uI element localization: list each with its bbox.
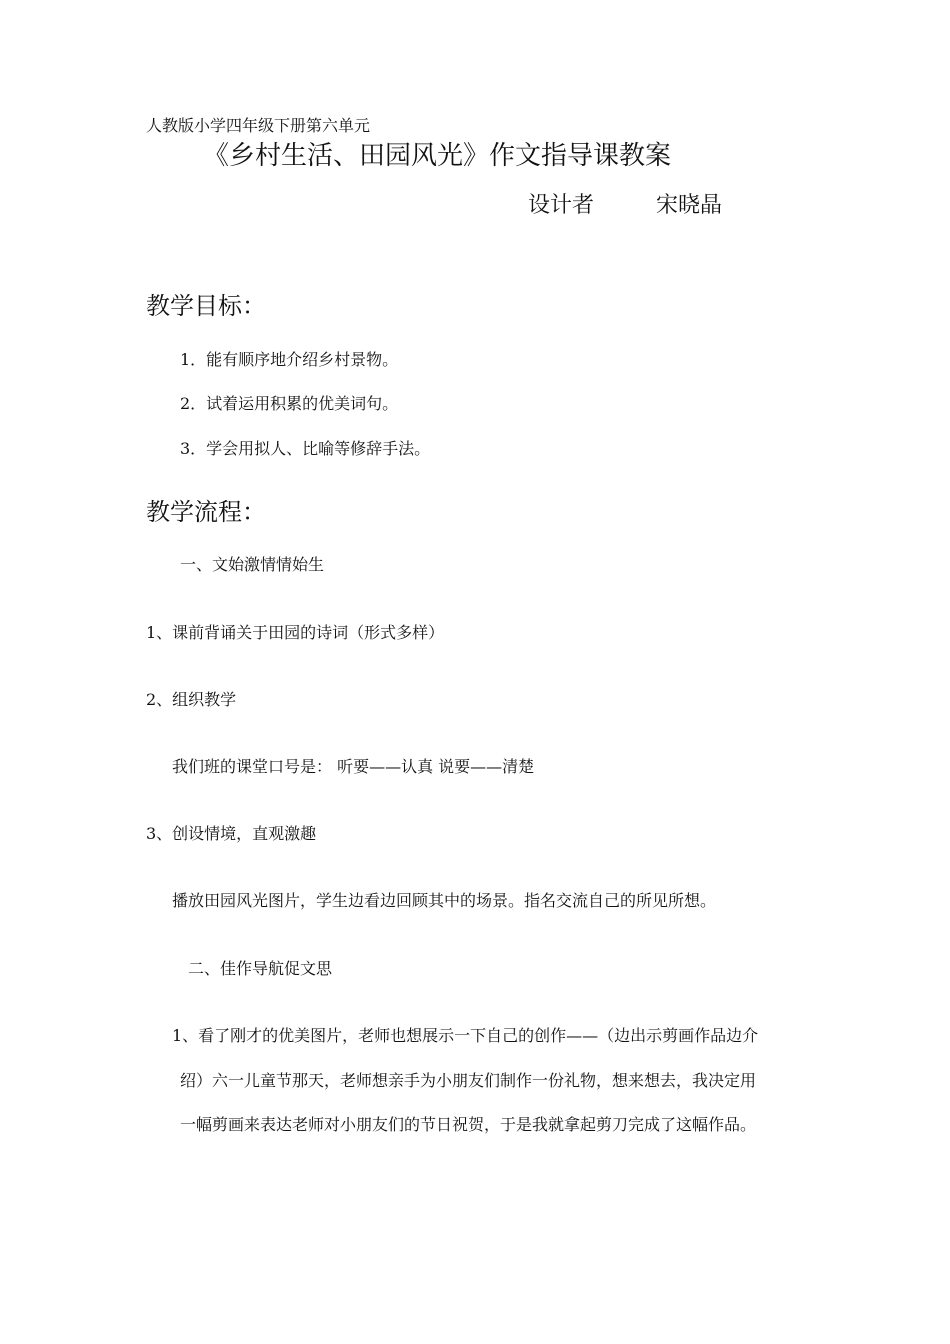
teaching-goals-heading: 教学目标： <box>146 292 266 320</box>
section-one-title: 一、文始激情情始生 <box>180 555 325 574</box>
document-title: 《乡村生活、田园风光》作文指导课教案 <box>203 141 672 171</box>
designer-name: 宋晓晶 <box>656 193 723 218</box>
section-one-item: 1、课前背诵关于田园的诗词（形式多样） <box>146 623 445 642</box>
section-two-paragraph-line: 1、看了刚才的优美图片，老师也想展示一下自己的创作——（边出示剪画作品边介 <box>172 1026 759 1045</box>
section-two-paragraph-line: 绍）六一儿童节那天，老师想亲手为小朋友们制作一份礼物，想来想去，我决定用 <box>180 1071 757 1090</box>
designer-label: 设计者 <box>528 193 595 218</box>
section-one-item-detail: 播放田园风光图片，学生边看边回顾其中的场景。指名交流自己的所见所想。 <box>172 891 717 910</box>
section-two-title: 二、佳作导航促文思 <box>188 959 333 978</box>
goal-item: 3．学会用拟人、比喻等修辞手法。 <box>180 439 431 458</box>
section-one-item: 3、创设情境，直观激趣 <box>146 824 317 843</box>
section-one-item-detail: 我们班的课堂口号是： 听要——认真 说要——清楚 <box>172 757 535 776</box>
document-subtitle: 人教版小学四年级下册第六单元 <box>146 116 371 135</box>
section-two-paragraph-line: 一幅剪画来表达老师对小朋友们的节日祝贺，于是我就拿起剪刀完成了这幅作品。 <box>180 1115 757 1134</box>
goal-item: 2．试着运用积累的优美词句。 <box>180 394 399 413</box>
goal-item: 1．能有顺序地介绍乡村景物。 <box>180 350 399 369</box>
section-one-item: 2、组织教学 <box>146 690 237 709</box>
teaching-process-heading: 教学流程： <box>146 498 266 526</box>
